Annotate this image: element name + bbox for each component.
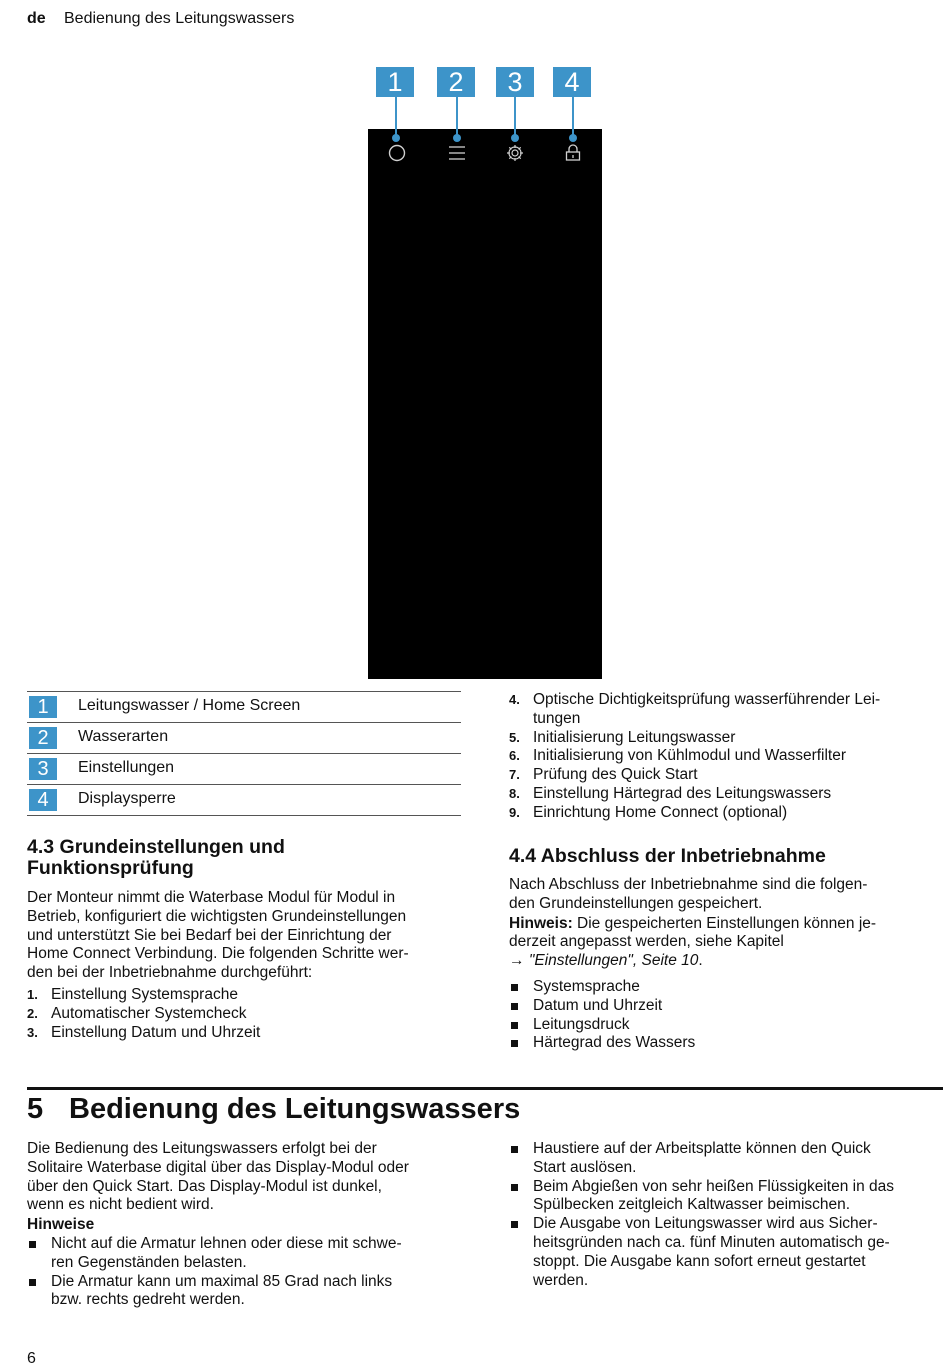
notes-label: Hinweise (27, 1216, 95, 1234)
text-line: wenn es nicht bedient wird. (27, 1196, 214, 1214)
list-item: 7. Prüfung des Quick Start (509, 766, 698, 784)
list-item: Die Armatur kann um maximal 85 Grad nach links bzw. rechts gedreht werden. (27, 1273, 467, 1311)
note-paragraph: Hinweis: Die gespeicherten Einstellungen können je- derzeit angepasst werden, siehe Kapitel → "Einstellungen", Seite 10. (509, 914, 877, 970)
leader-dot-3 (511, 134, 519, 142)
heading-line: 4.3 Grundeinstellungen und (27, 836, 285, 858)
home-circle-icon (387, 143, 407, 163)
chapter-right-column (509, 1140, 945, 1290)
list-item: Härtegrad des Wassers (509, 1034, 944, 1053)
notes-list (509, 1140, 945, 1290)
leader-line-2 (456, 97, 458, 137)
chapter-paragraph (27, 1140, 467, 1215)
section-heading (27, 837, 467, 879)
text-line: Nach Abschluss der Inbetriebnahme sind die folgen- (509, 876, 868, 893)
chapter-heading (27, 1093, 520, 1126)
legend-row (27, 722, 461, 753)
list-item: Die Ausgabe von Leitungswasser wird aus Sicher- heitsgründen nach ca. fünf Minuten automatisch ge- stoppt. Die Ausgabe kann sofort erneut gestartet werden. (509, 1215, 945, 1290)
list-item: 9. Einrichtung Home Connect (optional) (509, 803, 788, 821)
gear-icon (505, 143, 525, 163)
list-item: 5. Initialisierung Leitungswasser (509, 728, 736, 746)
text-line: derzeit angepasst werden, siehe Kapitel (509, 933, 784, 951)
chapter-number: 5 (27, 1093, 44, 1125)
text-line: Die gespeicherten Einstellungen können je- (572, 914, 877, 932)
leader-line-4 (572, 97, 574, 137)
legend-label: Wasserarten (78, 728, 169, 745)
list-item: 1. Einstellung Systemsprache (27, 985, 238, 1003)
lock-icon (563, 143, 583, 163)
legend-label: Leitungswasser / Home Screen (78, 697, 301, 714)
section-paragraph (509, 876, 944, 914)
list-item: Haustiere auf der Arbeitsplatte können den Quick Start auslösen. (509, 1140, 945, 1178)
notes-list (27, 1235, 467, 1310)
display-panel (368, 129, 602, 679)
callout-1: 1 (376, 67, 414, 97)
chapter-rule (27, 1087, 943, 1090)
callout-3: 3 (496, 67, 534, 97)
section-heading: 4.4 Abschluss der Inbetriebnahme (509, 845, 826, 867)
text-line: über den Quick Start. Das Display-Modul ist dunkel, (27, 1177, 382, 1195)
list-item: 2. Automatischer Systemcheck (27, 1004, 247, 1022)
callout-2: 2 (437, 67, 475, 97)
text-line: und unterstützt Sie bei Bedarf bei der Einrichtung der (27, 926, 392, 944)
leader-dot-4 (569, 134, 577, 142)
page-number: 6 (27, 1350, 36, 1367)
chapter-title: Bedienung des Leitungswassers (69, 1093, 521, 1125)
legend-row (27, 784, 461, 816)
list-item: Systemsprache (509, 978, 944, 997)
steps-list (509, 691, 944, 823)
cross-reference-link[interactable]: "Einstellungen", Seite 10 (528, 952, 699, 970)
legend-label: Displaysperre (78, 790, 176, 807)
text-line: Solitaire Waterbase digital über das Display-Modul oder (27, 1158, 409, 1176)
list-item: 8. Einstellung Härtegrad des Leitungswassers (509, 784, 832, 802)
list-item: 3. Einstellung Datum und Uhrzeit (27, 1023, 261, 1041)
heading-line: Funktionsprüfung (27, 857, 194, 879)
legend-row (27, 691, 461, 722)
list-item: 4. Optische Dichtigkeitsprüfung wasserführender Lei- tungen (509, 691, 881, 727)
arrow-icon: → (509, 952, 525, 970)
text-line: den Grundeinstellungen gespeichert. (509, 894, 763, 912)
note-label: Hinweis: (509, 914, 573, 932)
legend-row (27, 753, 461, 784)
figure-legend (27, 691, 461, 816)
legend-number: 1 (29, 696, 57, 718)
list-item: Leitungsdruck (509, 1016, 944, 1035)
legend-number: 2 (29, 727, 57, 749)
text-line: Die Bedienung des Leitungswassers erfolgt bei der (27, 1140, 377, 1157)
leader-dot-2 (453, 134, 461, 142)
steps-list-continued (509, 691, 944, 823)
text-line: Home Connect Verbindung. Die folgenden Schritte wer- (27, 945, 409, 963)
language-tag: de (27, 10, 46, 27)
settings-bullet-list (509, 978, 944, 1053)
leader-dot-1 (392, 134, 400, 142)
list-item: Datum und Uhrzeit (509, 997, 944, 1016)
menu-icon (447, 143, 467, 163)
list-item: 6. Initialisierung von Kühlmodul und Wasserfilter (509, 747, 847, 765)
list-item: Nicht auf die Armatur lehnen oder diese mit schwe- ren Gegenständen belasten. (27, 1235, 467, 1273)
legend-label: Einstellungen (78, 759, 175, 776)
leader-line-3 (514, 97, 516, 137)
chapter-left-column (27, 1140, 467, 1310)
section-4-3 (27, 837, 467, 1042)
section-paragraph (27, 889, 467, 983)
legend-number: 4 (29, 789, 57, 811)
list-item: Beim Abgießen von sehr heißen Flüssigkeiten in das Spülbecken zeitgleich Kaltwasser beimischen. (509, 1178, 945, 1216)
legend-number: 3 (29, 758, 57, 780)
running-header-title: Bedienung des Leitungswassers (64, 10, 295, 27)
text-line: den bei der Inbetriebnahme durchgeführt: (27, 964, 313, 982)
section-4-4 (509, 846, 944, 1053)
text-line: Der Monteur nimmt die Waterbase Modul für Modul in (27, 889, 396, 906)
leader-line-1 (395, 97, 397, 137)
callout-4: 4 (553, 67, 591, 97)
steps-list (27, 986, 467, 1042)
text-line: Betrieb, konfiguriert die wichtigsten Grundeinstellungen (27, 907, 407, 925)
